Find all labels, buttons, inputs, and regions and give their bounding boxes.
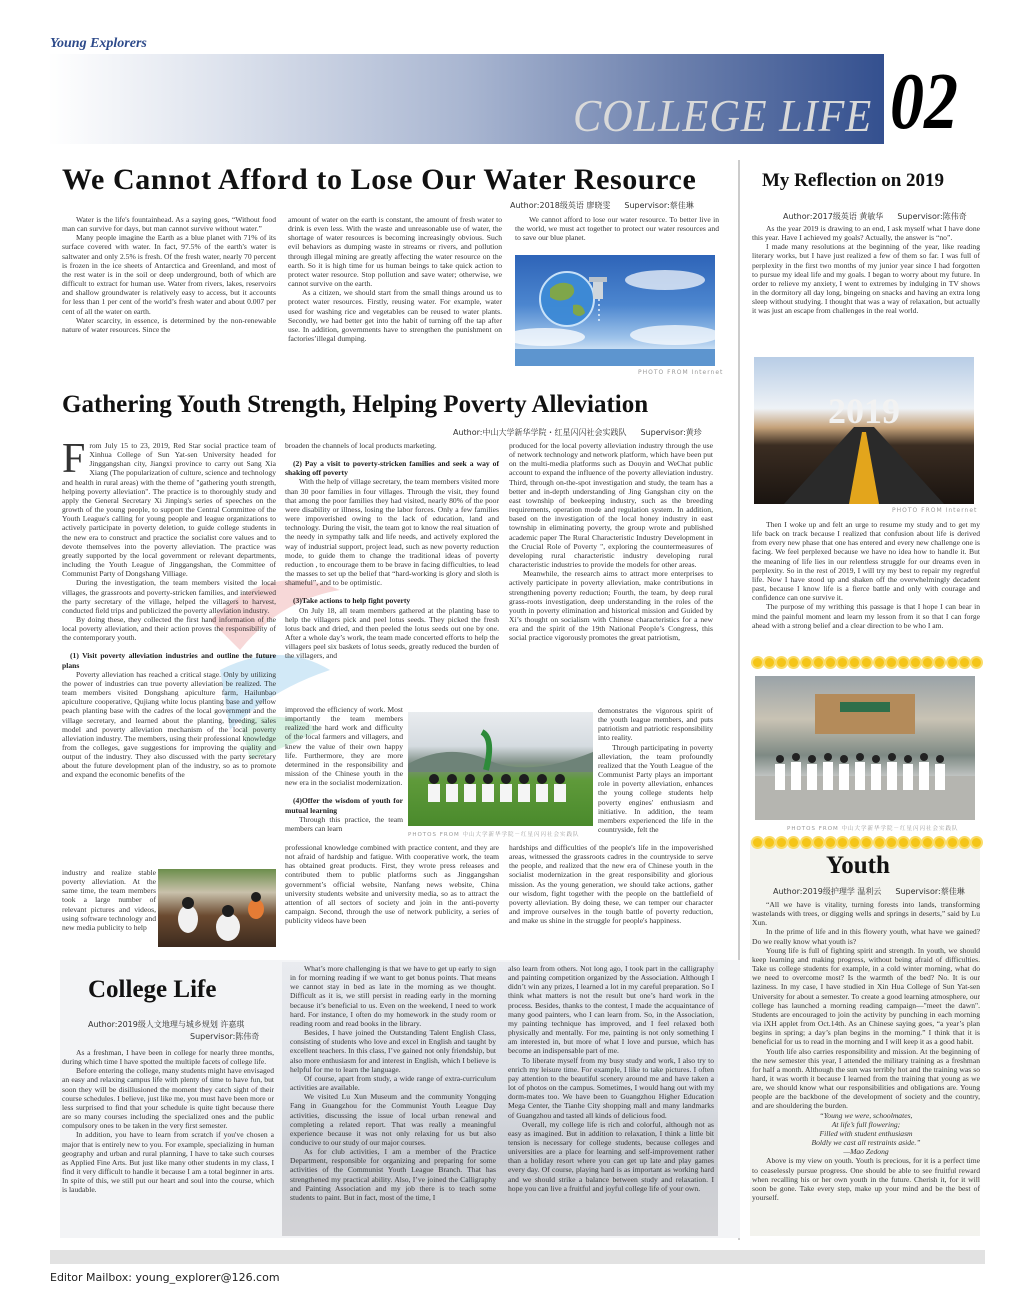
author: Author:中山大学新华学院・红星闪闪社会实践队	[453, 428, 627, 437]
paragraph: Through this practice, the team members can learn	[285, 814, 403, 833]
sun-icon	[960, 658, 969, 667]
water-column-2	[288, 215, 502, 343]
sun-icon	[777, 658, 786, 667]
sun-icon	[826, 838, 835, 847]
paragraph: Besides, I have joined the Outstanding Talent English Class, consisting of students who love and excel in English and taught by excellent teachers. In this class, I’ve gained not only friendship, but also more enthusiasm for and interest in English, which I believe is helpful for me to learn the language.	[290, 1028, 496, 1074]
field-work-illustration	[158, 869, 276, 947]
paragraph: Many people imagine the Earth as a blue planet with 71% of its surface covered with water. In fact, 97.5% of the earth's water is saltwater and only 2.5% is fresh. Of the fresh water, nearly 70 percent is frozen in the ice sheets of Antarctica and Greenland, and most of the rest water is in the soil or deep underground, both of which are difficult to extract for human use. Water from rivers, lakes, reservoirs and shallow groundwater is relatively easy to access, but it accounts for less than 1 per cent of the world’s fresh water and about 0.007 per cent of all the water on earth.	[62, 233, 276, 316]
road-illustration	[754, 357, 974, 504]
paragraph: Poverty alleviation has reached a critical stage. Only by utilizing the power of industries can true poverty alleviation be realized. The team members visited Dongshang apiculture farm, Hailunbao apiculture cooperative, Qujiang white locus planting base and yellow peach planting base with the cadres of the local government and the village secretary, and learned about the planting, breeding, sales model and poverty alleviation mechanism of the local poverty alleviation industry. The members, using their professional knowledge from the colleges, gave suggestions for improving the quality and output of the industry. They also discussed with the party secretary about the future development plan of the industry, so as to promote and expand the economic benefits of the	[62, 669, 276, 780]
brand-name: Young Explorers	[50, 36, 147, 51]
sun-icon	[972, 658, 981, 667]
section-banner	[48, 54, 884, 144]
article-title-water: We Cannot Afford to Lose Our Water Resource	[62, 163, 697, 196]
earth-bubble-illustration	[515, 255, 715, 366]
poem-line: At life’s full flowering;	[831, 1119, 901, 1129]
sun-icon	[923, 838, 932, 847]
paragraph: Youth life also carries responsibility and mission. At the beginning of the new semester this year, I attended the military training as a freshman for half a month. Although the sun was terribly hot and the training was so hard, it was worth it because I learned from the training that young as we are, we should know what our responsibilities and obligations are. Young people are the backbone of the development of society and the country, and are shouldering the burden.	[752, 1046, 980, 1111]
photo-caption: PHOTO FROM Internet	[892, 507, 978, 514]
sun-icon	[777, 838, 786, 847]
article-title-youth: Youth	[826, 852, 890, 879]
poverty-column-3-wrap	[598, 706, 713, 834]
paragraph: What’s more challenging is that we have to get up early to sign in for morning reading if we want to get bonus points. That means we cannot stay in bed as late in the morning as we thought. Difficult as it is, we still persist in reading early in the morning because it’s beneficial to us. Even on the weekend, I need to work hard. For instance, I often do my homework in the study room or reading room and read books in the library.	[290, 964, 496, 1028]
photo-caption: PHOTO FROM Internet	[638, 369, 724, 376]
college-column-1	[62, 1048, 274, 1195]
sun-icon	[814, 658, 823, 667]
subheading: (3)Take actions to help fight poverty	[293, 596, 411, 606]
paragraph: Through participating in poverty alleviation, the team profoundly realized that the Youth League of the Communist Party plays an important role in poverty alleviation, enhances the young college students help poverty engines' enthusiasm and initiative. In addition, the team members experienced the life in the countryside, felt the	[598, 742, 713, 835]
paragraph: professional knowledge combined with practice content, and they are not afraid of hardship and fatigue. With cooperative work, the team has obtained great products. First, they wrote press releases and contributed them to public platforms such as Jinggangshan government’s official website, Nanfang news website, China university students website and university media, so as to attract the attention of all sectors of society and join in the anti-poverty campaign. Second, through the use of network publicity, a series of publicity videos have been	[285, 843, 499, 926]
sun-icon	[850, 658, 859, 667]
sun-icon	[862, 838, 871, 847]
article-title-college-life: College Life	[88, 976, 217, 1003]
road-2019-photo	[754, 357, 974, 504]
paragraph: During the investigation, the team members visited the local villages, the grassroots and poverty-stricken families, and interviewed the party secretary of the village, helped the villagers to harvest, conducted field trips and publicized the poverty alleviation industry.	[62, 578, 276, 615]
paragraph: hardships and difficulties of the people's life in the impoverished areas, witnessed the grassroots cadres in the countryside to serve the people, and realized that the new era of Chinese youth in the socialist modernization in the great responsibility and glorious mission. As the young generation, we should take actions, gather our wisdom, fight together with the people on the battlefield of poverty alleviation. By doing these, we can temper our character and improve ourselves in the tough battle of poverty reduction, and make us shine in the struggle for people's happiness.	[509, 843, 713, 926]
paragraph: As for club activities, I am a member of the Practice Department, responsible for organizing and preparing for some activities of the Communist Youth League Branch. That has strengthened my practical ability. Also, I’ve joined the Calligraphy and Painting Association and my job there is to teach some students to paint. But in fact, most of the time, I	[290, 1147, 496, 1202]
poverty-column-2	[285, 441, 499, 660]
sun-divider	[753, 656, 981, 668]
byline-poverty	[453, 427, 702, 438]
author: Author:2018级英语 廖晓雯	[510, 201, 611, 210]
sun-icon	[802, 838, 811, 847]
byline-youth	[773, 886, 965, 897]
sun-icon	[935, 838, 944, 847]
byline-college-supervisor: Supervisor:陈伟奇	[190, 1032, 260, 1041]
poverty-column-1	[62, 436, 276, 780]
reflection-part-2	[752, 520, 980, 630]
paragraph: produced for the local poverty alleviation industry through the use of network technology and network platform, which have been put on the multi-media platforms such as Douyin and WeChat public account to expand the influence of the poverty alleviation industry. Third, through on-the-spot investigation and study, the team has a better and in-depth understanding of Jing Gangshan city on the east township of beekeeping industry, such as the breeding requirements, operation mode and regulation system. In addition, based on the investigation of the local honey industry in east township in eliminating poverty, the group wrote and published academic paper The Rural Characteristic Industry Development in the Crucial Role of Poverty ", exploring the countermeasures of developing rural characteristic industry developing rural characteristic industries to provide the models for other areas.	[509, 441, 713, 570]
article-title-poverty: Gathering Youth Strength, Helping Poverty Alleviation	[62, 391, 649, 418]
sun-icon	[753, 658, 762, 667]
sun-icon	[789, 838, 798, 847]
sun-icon	[935, 658, 944, 667]
youth-body	[752, 900, 980, 1202]
paragraph: rom July 15 to 23, 2019, Red Star social practice team of Xinhua College of Sun Yat-sen University headed for Jinggangshan city, Jiangxi province to carry out Sang Xia Xiang (The popularization of culture, science and technology and health in rural areas) with the theme of "gathering youth strength, helping poverty alleviation". The practice is to thoroughly study and apply the General Secretary Xi Jinping's series of speeches on the growth of the young people, to support the Central Committee of the Youth League's calling for young people and league organizations to actively participate in poverty deletion, to guide college students in the new era to construct and practice the socialist core values and to devote themselves into the poverty alleviation. The practice was greatly supported by the local government or relevant departments, including the Youth League of Jinggangshan, the Committee of Communist Party of Dongshang Villiage.	[62, 441, 276, 579]
paragraph: On July 18, all team members gathered at the planting base to help the villagers pick and peel lotus seeds. They picked the fresh lotus back and dried, and then peeled the lotus seeds out one by one. After a whole day’s work, the team made concerted efforts to help the villagers peel six baskets of lotus seeds, greatly reduced the burden of the villagers, and	[285, 605, 499, 661]
sun-icon	[765, 838, 774, 847]
paragraph: By doing these, they collected the first hand information of the local poverty alleviation, and their action proves the responsibility of the contemporary youth.	[62, 614, 276, 643]
photo-caption: PHOTOS FROM 中山大学新华学院－红星闪闪社会实践队	[408, 832, 580, 838]
college-column-2	[290, 964, 496, 1202]
paragraph: As the year 2019 is drawing to an end, I ask myself what I have done this year. Have I achieved my goals? Actually, the answer is “no”.	[752, 224, 980, 243]
sun-icon	[972, 838, 981, 847]
sun-icon	[948, 838, 957, 847]
sun-icon	[911, 838, 920, 847]
byline-water	[510, 200, 694, 211]
poverty-column-2-wrap	[285, 705, 403, 833]
sun-icon	[862, 658, 871, 667]
author: Author:2019级护理学 温利云	[773, 887, 882, 896]
college-column-3	[508, 964, 714, 1193]
sun-icon	[887, 838, 896, 847]
paragraph: Meanwhile, the research aims to attract more enterprises to actively participate in poverty alleviation, make contributions in strengthening poverty reduction; Fourth, the team, by deep rural grass-roots investigation, deep understanding in the roles of the youth in poverty elimination and historical mission and Guided by Xi’s thought on socialism with Chinese characteristics for a new era and the spirit of the 19th National People’s Congress, this social practice vigorously promotes the great patriotism,	[509, 569, 713, 643]
water-column-3	[515, 215, 719, 242]
poem-line: “Young we were, schoolmates,	[819, 1110, 913, 1120]
paragraph: To liberate myself from my busy study and work, I also try to enrich my leisure time. For example, I like to take pictures. I often pay attention to the beautiful scenery around me and have taken a lot of photos on the campus. Sometimes, I would hang out with my dorm-mates too. We have been to Guangzhou Higher Education Mega Center, the Tianhe City shopping mall and many landmarks of Guangzhou and tasted all kinds of delicious food.	[508, 1055, 714, 1120]
poverty-column-3	[509, 441, 713, 642]
group-photo	[755, 676, 975, 820]
photo-2019-text: 2019	[828, 391, 900, 431]
poverty-column-1-wrap	[62, 868, 156, 932]
paragraph: Young life is full of fighting spirit and strength. In youth, we should keep learning and making progress, without being afraid of difficulties. Take us college students for example, in a cold winter morning, what do we need to overcome most? Is the warmth of the bed? No. It is our laziness. In my case, I have studied in Xin Hua College of Sun Yat-sen University for about a semester. To create a good learning atmosphere, our college has launched a morning reading campaign—"meet the dawn". Students are encouraged to join the activity by punching in each morning via iXH applet from Oct.14th. As an Chinese saying goes, “a year’s plan begins in spring; a day’s plan begins in the morning.” I think that it is beneficial for us to read in the morning and I will keep it as a good habit.	[752, 945, 980, 1047]
article-title-reflection: My Reflection on 2019	[762, 170, 945, 191]
footer-bar	[50, 1250, 985, 1264]
sun-icon	[838, 658, 847, 667]
paragraph: We cannot afford to lose our water resource. To better live in the world, we must act together to protect our water resources and to save our blue planet.	[515, 215, 719, 243]
sun-icon	[899, 658, 908, 667]
water-earth-photo	[515, 255, 715, 366]
paragraph: also learn from others. Not long ago, I took part in the calligraphy and painting competition organized by the Association. Although I didn’t win any prizes, I learned a lot in my careful preparation. So I think what matters is not the result but one’s hard work in the process. Besides, thanks to the contest, I made the acquaintance of many good painters, who I can learn from. So, in the Association, my painting technique has improved, and I feel relaxed both physically and mentally. For me, painting is not only something I am interested in, but more of what I love and pursue, which has become an indispensable part of me.	[508, 964, 714, 1056]
poem-attribution: —Mao Zedong	[843, 1147, 889, 1157]
paragraph: demonstrates the vigorous spirit of the youth league members, and puts patriotism and patriotic responsibility into reality.	[598, 706, 713, 743]
subheading: (1) Visit poverty alleviation industries and outline the future plans	[62, 651, 276, 670]
paragraph: We visited Lu Xun Museum and the community Yongqing Fang in Guangzhou for the Communist Youth League Day activities, discussing the issue of local urban renewal and completing a related report. That was really a meaningful experience because it was not only relaxing for us but also conducive to our study of our major courses.	[290, 1092, 496, 1147]
poem-line: Filled with student enthusiasm	[819, 1128, 913, 1138]
water-column-1	[62, 215, 276, 334]
paragraph: Water scarcity, in essence, is determined by the non-renewable nature of water resources. Since the	[62, 315, 276, 334]
sun-icon	[875, 838, 884, 847]
supervisor: Supervisor:蔡佳琳	[895, 887, 965, 896]
sun-icon	[923, 658, 932, 667]
paragraph: Before entering the college, many students might have envisaged an easy and relaxing campus life with plenty of time to have fun, but soon they will be disillusioned the moment they catch sight of their course schedules. I believe, just like me, you must have been more or less surprised to find that your schedule is quite tight because there are so many courses including the specialized ones and the public compulsory ones to be taken in the very first semester.	[62, 1066, 275, 1131]
supervisor: Supervisor:陈伟奇	[897, 212, 967, 221]
paragraph: Water is the life's fountainhead. As a saying goes, “Without food man can survive for days, but man cannot survive without water.”	[62, 215, 276, 234]
paragraph: Overall, my college life is rich and colorful, although not as easy as imagined. But in addition to relaxation, I think a little bit tension is necessary for college students, because colleges and universities are a place for learning and self-improvement rather than a holiday resort where you can get up late and play games every day. Of course, playing hard is as important as working hard and we should strike a balance between study and relaxation. I hope you can live a fruitful and joyful college life of your own.	[508, 1119, 714, 1193]
sun-divider	[753, 836, 981, 848]
subheading: (2) Pay a visit to poverty-stricken families and seek a way of shaking off poverty	[285, 459, 499, 478]
poem-line: Boldly we cast all restraints aside.”	[811, 1138, 921, 1148]
drop-cap: F	[62, 436, 86, 482]
paragraph: In the prime of life and in this flowery youth, what have we gained? Do we really know what youth is?	[752, 927, 980, 946]
field-work-photo	[158, 869, 276, 947]
paragraph: In addition, you have to learn from scratch if you've chosen a major that is entirely new to you. For example, specializing in human geography and urban and rural planning, I have to take such courses as Applied Fine Arts. But just like many other students in my class, I find it very difficult to handle it because I am a total beginner in arts. In spite of this, we still put our heart and soul into the course, which is laudable.	[62, 1130, 274, 1195]
sun-icon	[826, 658, 835, 667]
sun-icon	[887, 658, 896, 667]
paragraph: I made many resolutions at the beginning of the year, like reading literary works, but I have just realized a few of them so far. I was full of perplexity in the first two months of my junior year since I had forgotten to pursue my ideal life and my goals. I began to worry about my future. In order to relieve my anxiety, I went to extremes by indulging in TV shows in the dormitory all day long, bingeing on snacks and having an extra long sleep without studying. I thought that was a way of relaxation, but actually it was just an escape from challenges in the real world.	[752, 242, 980, 316]
paragraph: Above is my view on youth. Youth is precious, for it is a perfect time to ceaselessly pursue progress. One should be able to see fruitful reward when recalling his or her own youth in the future. Cherish it, for it will soon be gone. Take every step, make up your mind and be the best of yourself.	[752, 1156, 980, 1202]
supervisor: Supervisor:黄珍	[640, 428, 702, 437]
section-title: COLLEGE LIFE	[572, 90, 872, 141]
sun-icon	[789, 658, 798, 667]
team-field-illustration	[408, 712, 593, 826]
paragraph: “All we have is vitality, turning forests into lands, transforming wastelands with trees, or digging wells and springs in deserts,” said by Lu Xun.	[752, 900, 980, 928]
paragraph: improved the efficiency of work. Most importantly the team members realized the hard work and difficulty of the local farmers and villagers, and knew the value of their own happy life. Furthermore, they are more determined in the responsibility and mission of the Chinese youth in the new era in the socialist modernization.	[285, 705, 403, 788]
sun-icon	[802, 658, 811, 667]
sun-icon	[960, 838, 969, 847]
author: Author:2017级英语 黄敏华	[783, 212, 884, 221]
paragraph: Of course, apart from study, a wide range of extra-curriculum activities are available.	[290, 1073, 496, 1093]
sun-icon	[899, 838, 908, 847]
reflection-part-1	[752, 224, 980, 316]
paragraph: broaden the channels of local products marketing.	[285, 441, 437, 450]
page-number: 02	[890, 58, 958, 146]
sun-icon	[948, 658, 957, 667]
paragraph: The purpose of my writhing this passage is that I hope I can bear in mind the painful moment and learn my lesson from it so that I can forge ahead with a strong belief and a clear direction to be who I am.	[752, 602, 980, 630]
paragraph: As a freshman, I have been in college for nearly three months, during which time I have spotted the multiple facets of college life.	[62, 1048, 274, 1067]
sun-icon	[765, 658, 774, 667]
sun-icon	[814, 838, 823, 847]
team-field-photo	[408, 712, 593, 826]
paragraph: With the help of village secretary, the team members visited more than 30 poor families in four villages. Through the visit, they found that among the poor families they had visited, nearly 80% of the poor were disability or illness, losing the labor forces. Only a few families were impoverished owing to the lack of education, land and technology. During the visit, the team got to know the real situation of the needy in sympathy talk and life needs, and actively explored the way of industrial support, project lead, such as new poverty reduction mode, to guide them to change the traditional ideas of poverty reduction , to encourage them to be brave in facing difficulties, to lead the masses to set up the belief that “hard-working is glory and sloth is shameful”, and to be optimistic.	[285, 477, 499, 588]
editor-mailbox: Editor Mailbox: young_explorer@126.com	[50, 1271, 280, 1284]
byline-college-author: Author:2019级人文地理与城乡规划 许嘉琪	[88, 1020, 245, 1029]
poverty-column-2-bottom	[285, 843, 499, 925]
sun-icon	[753, 838, 762, 847]
sun-icon	[850, 838, 859, 847]
paragraph: Then I woke up and felt an urge to resume my study and to get my life back on track because I realized that confusion about life is derived from every new phase that one has entered and every new challenge one is facing. We feel perplexed because we have no idea how to handle it. But the meaning of life lies in our relentless struggle for our dreams even in perplexity. So in the rest of 2019, I will try my best to repair my regretful life. Now I have stood up and shaken off the overwhelmingly decadent past, because I know life is a fierce battle and only with courage and confidence can one survive it.	[752, 520, 980, 603]
byline-reflection	[783, 211, 967, 222]
paragraph: amount of water on the earth is constant, the amount of fresh water to drink is even less. With the waste and unreasonable use of water, the shortage of water resources is becoming increasingly obvious. Such evil behaviors as dumping waste in streams or rivers, and pollution through illegal mining are greatly affecting the water resource on the earth. So it is high time for us human beings to take quick action to protect water resource. Stop pollution and save water; otherwise, we cannot survive on the earth.	[288, 215, 502, 289]
group-photo-illustration	[755, 676, 975, 820]
sun-icon	[911, 658, 920, 667]
poverty-column-3-bottom	[509, 843, 713, 925]
photo-caption: PHOTOS FROM 中山大学新华学院－红星闪闪社会实践队	[787, 826, 959, 832]
subheading: (4)Offer the wisdom of youth for mutual learning	[285, 796, 403, 815]
paragraph: As a citizen, we should start from the small things around us to protect water resources. Firstly, reusing water. For example, water used for washing rice and vegetables can be reused to water plants. Secondly, we had better get into the habit of turning off the tap after use. In addition, governments have to strengthen the punishment on factories’illegal dumping.	[288, 288, 502, 344]
supervisor: Supervisor:蔡佳琳	[624, 201, 694, 210]
sun-icon	[875, 658, 884, 667]
sun-icon	[838, 838, 847, 847]
paragraph: industry and realize stable poverty alleviation. At the same time, the team members took a large number of relevant pictures and videos, using software technology and new media publicity to help	[62, 868, 156, 932]
